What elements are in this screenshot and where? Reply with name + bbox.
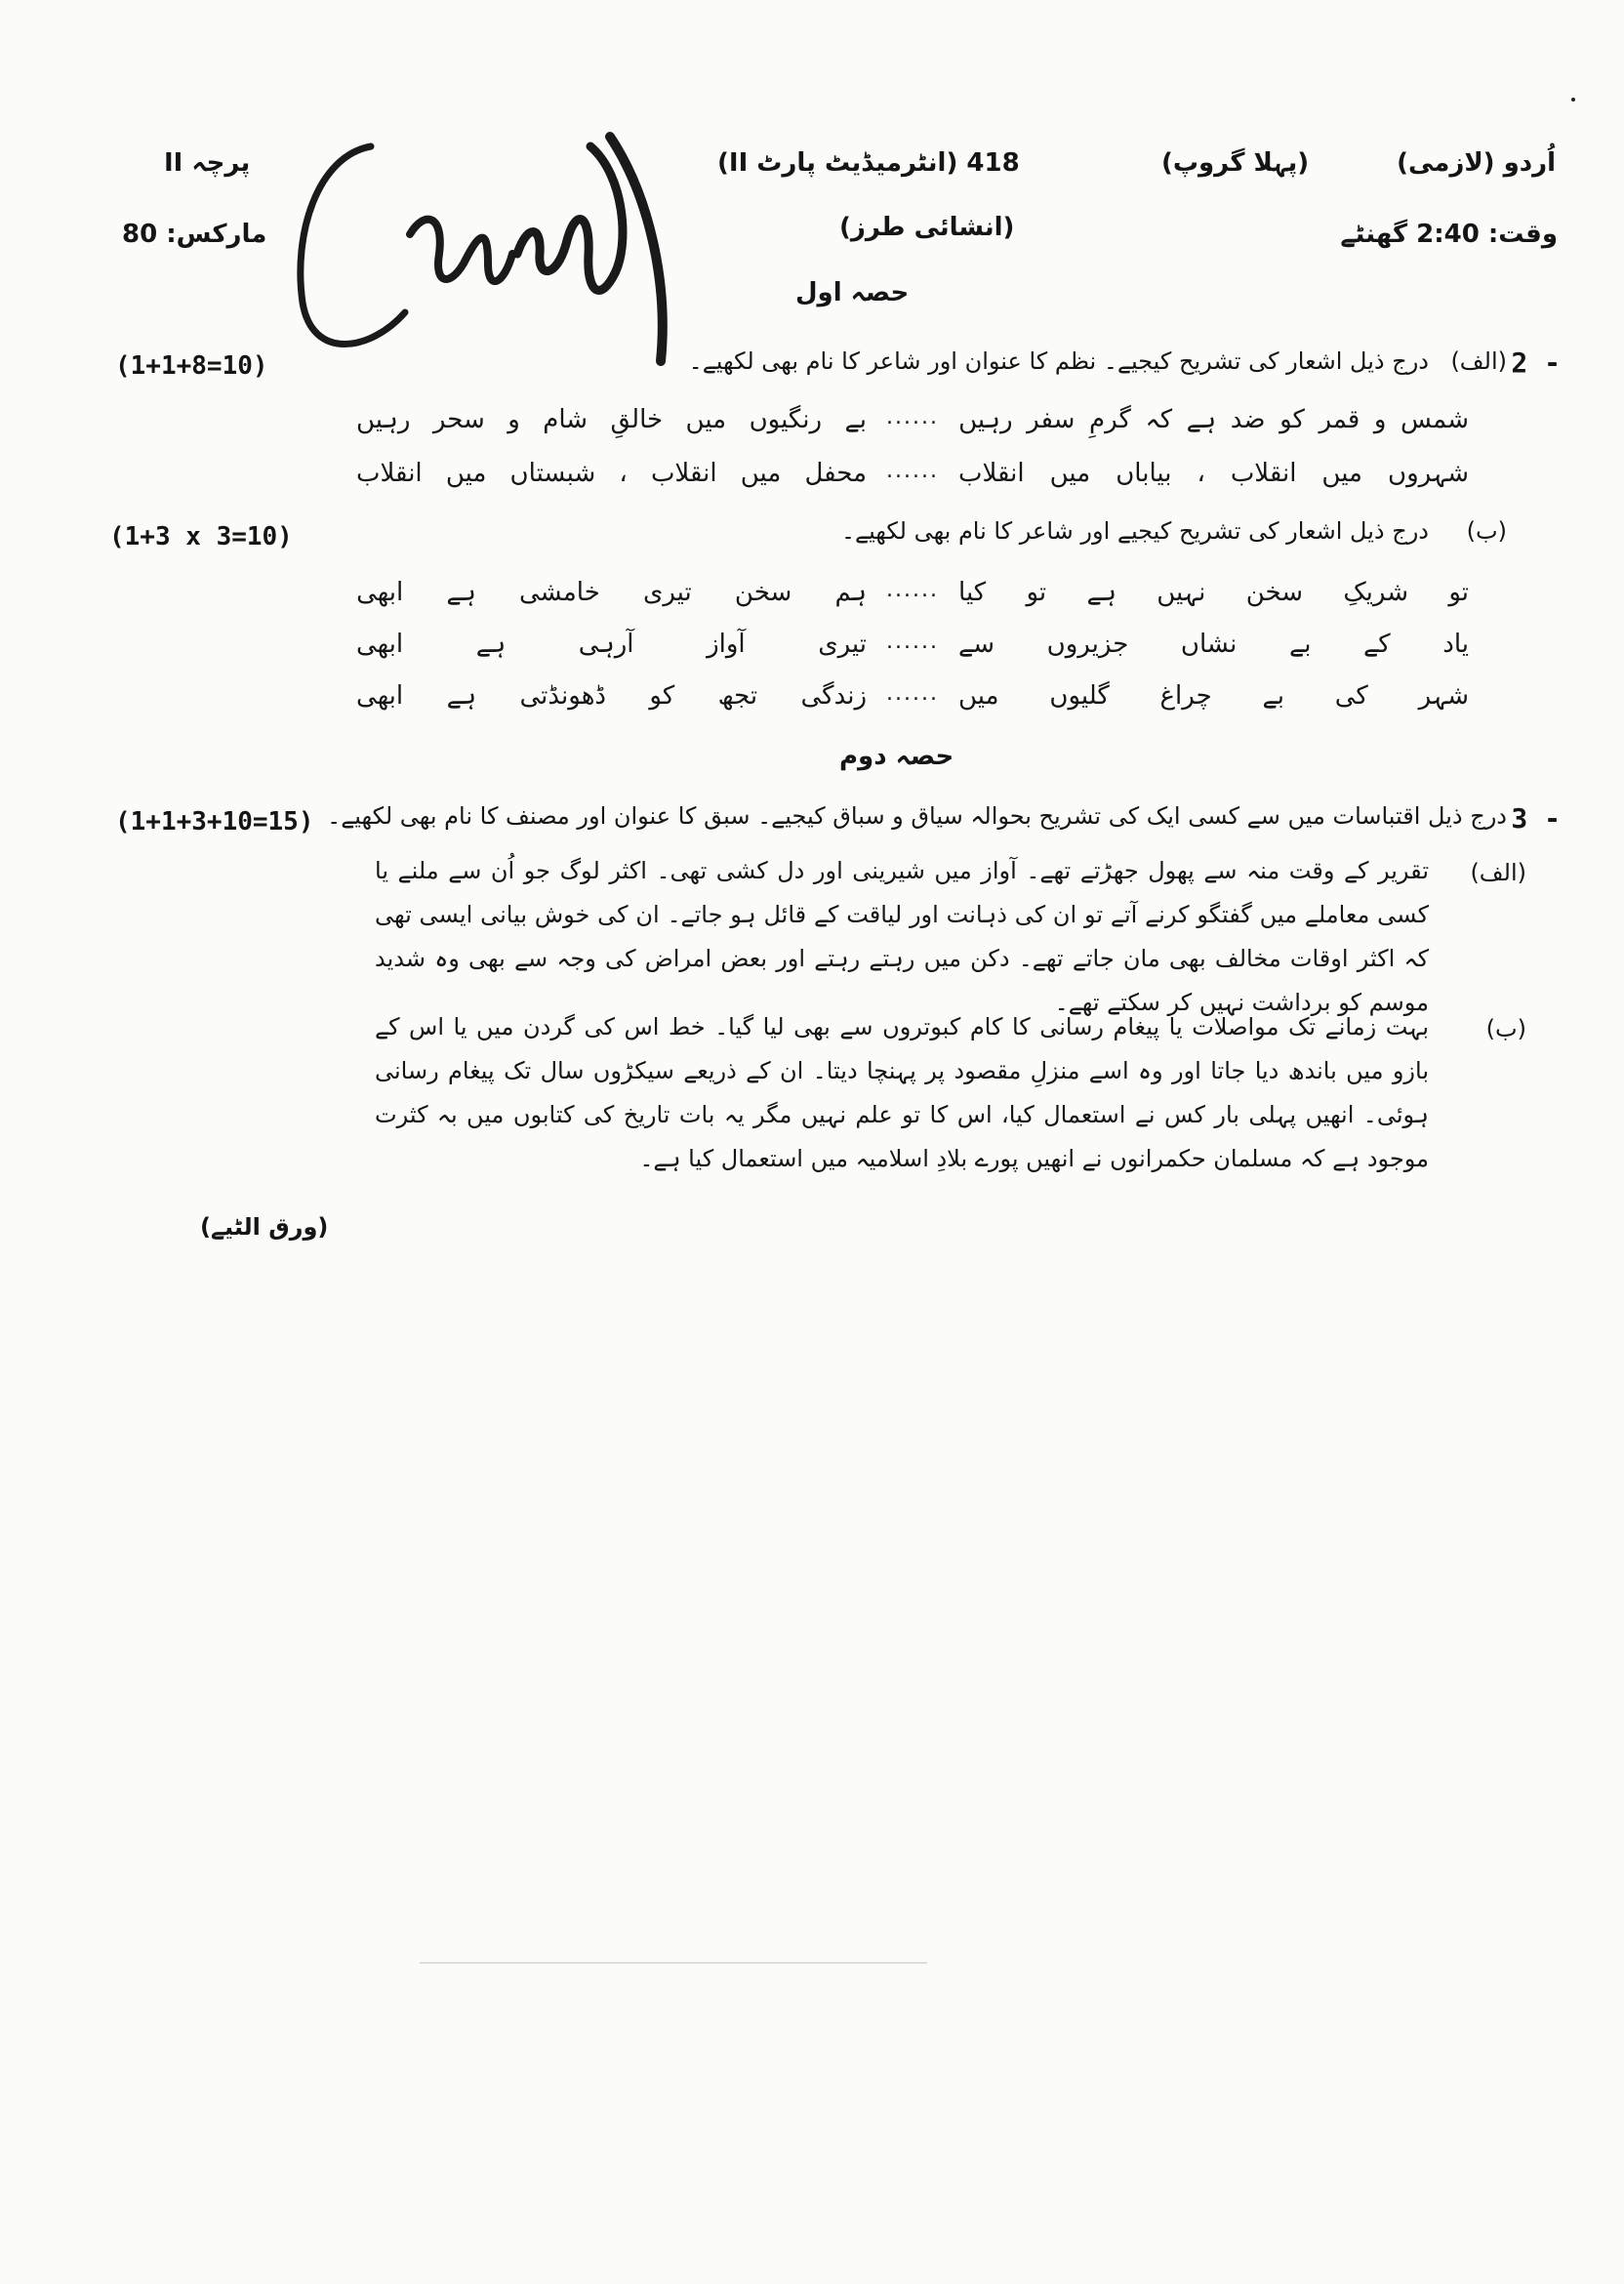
exam-code: 418 (انٹرمیڈیٹ پارٹ II): [717, 148, 1020, 178]
time-allowed: وقت: 2:40 گھنٹے: [1340, 220, 1558, 249]
q3a-label: (الف): [1470, 859, 1526, 886]
q3-instruction: درج ذیل اقتباسات میں سے کسی ایک کی تشریح بحوالہ سیاق و سباق کیجیے۔ سبق کا عنوان اور مصنف کا نام بھی لکھیے۔: [327, 802, 1507, 830]
verse-first-half: شہر کی بے چراغ گلیوں میں: [958, 681, 1469, 711]
section-1-heading: حصہ اول: [795, 278, 910, 307]
verse-first-half: شمس و قمر کو ضد ہے کہ گرمِ سفر رہیں: [958, 405, 1469, 434]
group-label: (پہلا گروپ): [1161, 148, 1310, 178]
verse-second-half: محفل میں انقلاب ، شبستاں میں انقلاب: [356, 459, 868, 488]
verse-first-half: شہروں میں انقلاب ، بیاباں میں انقلاب: [958, 459, 1469, 488]
section-2-heading: حصہ دوم: [839, 742, 954, 771]
q3-number: 3 -: [1511, 802, 1561, 835]
q3a-passage: تقریر کے وقت منہ سے پھول جھڑتے تھے۔ آواز میں شیرینی اور دل کشی تھی۔ اکثر لوگ جو اُن سے ملنے یا کسی معاملے میں گفتگو کرنے آتے تو ان کی ذہانت اور لیاقت کے قائل ہو جاتے۔ ان کی خوش بیانی ایسی تھی کہ اکثر اوقات مخالف بھی مان جاتے تھے۔ دکن میں رہتے رہتے اور بعض امراض کی وجہ سے بھی وہ شدید موسم کو برداشت نہیں کر سکتے تھے۔: [375, 857, 1429, 1016]
q2a-label: (الف): [1450, 347, 1507, 375]
q2a-marks: (1+1+8=10): [115, 351, 268, 381]
paper-number: پرچہ II: [164, 148, 251, 178]
q2a-verse-1: شمس و قمر کو ضد ہے کہ گرمِ سفر رہیں ...... بے رنگیوں میں خالقِ شام و سحر رہیں: [356, 405, 1469, 434]
q3b-label: (ب): [1485, 1015, 1526, 1042]
verse-second-half: بے رنگیوں میں خالقِ شام و سحر رہیں: [356, 405, 868, 434]
total-marks: مارکس: 80: [122, 220, 267, 249]
verse-first-half: یاد کے بے نشاں جزیروں سے: [958, 630, 1469, 659]
turn-over-note: (ورق الٹیے): [200, 1213, 329, 1241]
q2b-verse-2: یاد کے بے نشاں جزیروں سے ...... تیری آواز آرہی ہے ابھی: [356, 630, 1469, 659]
q2b-verse-1: تو شریکِ سخن نہیں ہے تو کیا ...... ہم سخن تیری خامشی ہے ابھی: [356, 578, 1469, 607]
verse-first-half: تو شریکِ سخن نہیں ہے تو کیا: [958, 578, 1469, 607]
verse-second-half: تیری آواز آرہی ہے ابھی: [356, 630, 868, 659]
q2b-marks: (1+3 x 3=10): [109, 522, 293, 551]
q2-number: 2 -: [1511, 347, 1561, 379]
q3b-passage: بہت زمانے تک مواصلات یا پیغام رسانی کا کام کبوتروں سے بھی لیا گیا۔ خط اس کی گردن میں یا اس کے بازو میں باندھ دیا جاتا اور وہ اسے منزلِ مقصود پر پہنچا دیتا۔ ان کے ذریعے سیکڑوں سال تک پیغام رسانی ہوئی۔ انھیں پہلی بار کس نے استعمال کیا، اس کا تو علم نہیں مگر یہ بات تاریخ کی کتابوں میں بہ کثرت موجود ہے کہ مسلمان حکمرانوں نے انھیں پورے بلادِ اسلامیہ میں استعمال کیا ہے۔: [375, 1013, 1429, 1172]
paper-style: (انشائی طرز): [839, 213, 1015, 242]
q2a-verse-2: شہروں میں انقلاب ، بیاباں میں انقلاب ...... محفل میں انقلاب ، شبستاں میں انقلاب: [356, 459, 1469, 488]
scan-line: [420, 1962, 927, 1964]
verse-second-half: زندگی تجھ کو ڈھونڈتی ہے ابھی: [356, 681, 868, 711]
scan-speck: [1571, 98, 1575, 102]
q2b-instruction: درج ذیل اشعار کی تشریح کیجیے اور شاعر کا نام بھی لکھیے۔: [840, 517, 1429, 545]
q2b-verse-3: شہر کی بے چراغ گلیوں میں ...... زندگی تجھ کو ڈھونڈتی ہے ابھی: [356, 681, 1469, 711]
q2b-label: (ب): [1466, 517, 1507, 545]
handwritten-mark: [278, 117, 688, 371]
verse-second-half: ہم سخن تیری خامشی ہے ابھی: [356, 578, 868, 607]
q2a-instruction: درج ذیل اشعار کی تشریح کیجیے۔ نظم کا عنوان اور شاعر کا نام بھی لکھیے۔: [688, 347, 1429, 375]
q3-marks: (1+1+3+10=15): [115, 807, 314, 836]
subject-label: اُردو (لازمی): [1397, 148, 1556, 178]
